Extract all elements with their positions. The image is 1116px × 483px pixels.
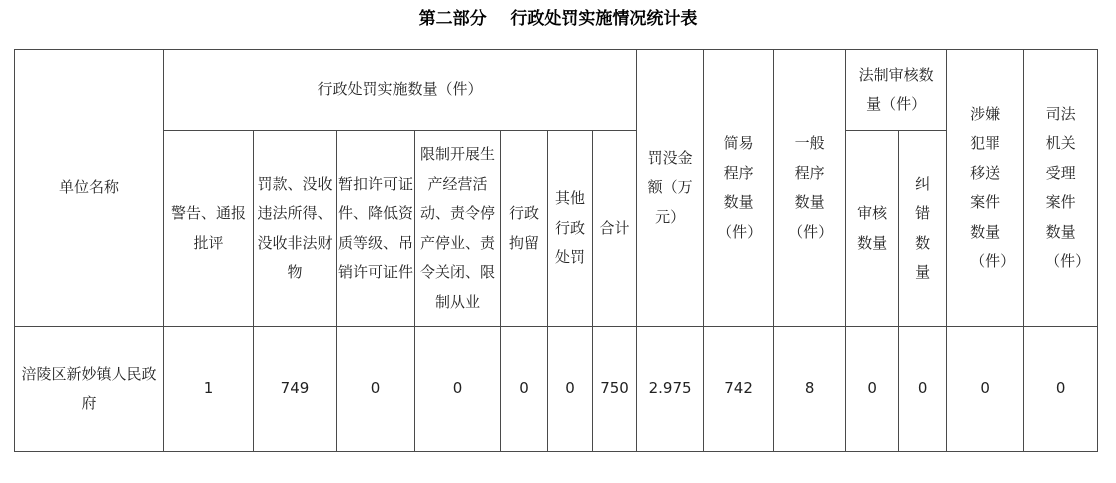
header-penalty-count: 行政处罚实施数量（件） (164, 50, 637, 131)
header-warning: 警告、通报批评 (164, 131, 254, 327)
cell-detention: 0 (501, 327, 548, 452)
header-corrected: 纠错数量 (899, 131, 947, 327)
header-other-penalty: 其他行政处罚 (548, 131, 593, 327)
cell-fine-amount: 2.975 (637, 327, 704, 452)
page-title: 第二部分 行政处罚实施情况统计表 (418, 9, 698, 29)
header-simple-procedure: 简易程序数量（件） (704, 50, 774, 327)
cell-restrict: 0 (415, 327, 501, 452)
cell-total: 750 (593, 327, 637, 452)
header-general-procedure: 一般程序数量（件） (774, 50, 846, 327)
cell-crime-transfer: 0 (947, 327, 1024, 452)
cell-reviewed: 0 (846, 327, 899, 452)
cell-fine: 749 (254, 327, 337, 452)
cell-warning: 1 (164, 327, 254, 452)
header-total: 合计 (593, 131, 637, 327)
header-administrative-detention: 行政拘留 (501, 131, 548, 327)
header-judicial-accepted: 司法机关受理案件数量（件） (1024, 50, 1098, 327)
header-legal-review: 法制审核数量（件） (846, 50, 947, 131)
cell-other: 0 (548, 327, 593, 452)
header-unit-name: 单位名称 (15, 50, 164, 327)
cell-judicial: 0 (1024, 327, 1098, 452)
cell-suspend: 0 (337, 327, 415, 452)
penalty-statistics-table (14, 49, 1098, 452)
header-crime-transfer: 涉嫌犯罪移送案件数量（件） (947, 50, 1024, 327)
cell-simple: 742 (704, 327, 774, 452)
header-reviewed: 审核数量 (846, 131, 899, 327)
header-fine-confiscation: 罚款、没收违法所得、没收非法财物 (254, 131, 337, 327)
header-restrict-business: 限制开展生产经营活动、责令停产停业、责令关闭、限制从业 (415, 131, 501, 327)
table-row (15, 327, 1098, 452)
cell-unit: 涪陵区新妙镇人民政府 (15, 327, 164, 452)
cell-general: 8 (774, 327, 846, 452)
header-suspend-license: 暂扣许可证件、降低资质等级、吊销许可证件 (337, 131, 415, 327)
header-fine-amount: 罚没金额（万元） (637, 50, 704, 327)
cell-corrected: 0 (899, 327, 947, 452)
